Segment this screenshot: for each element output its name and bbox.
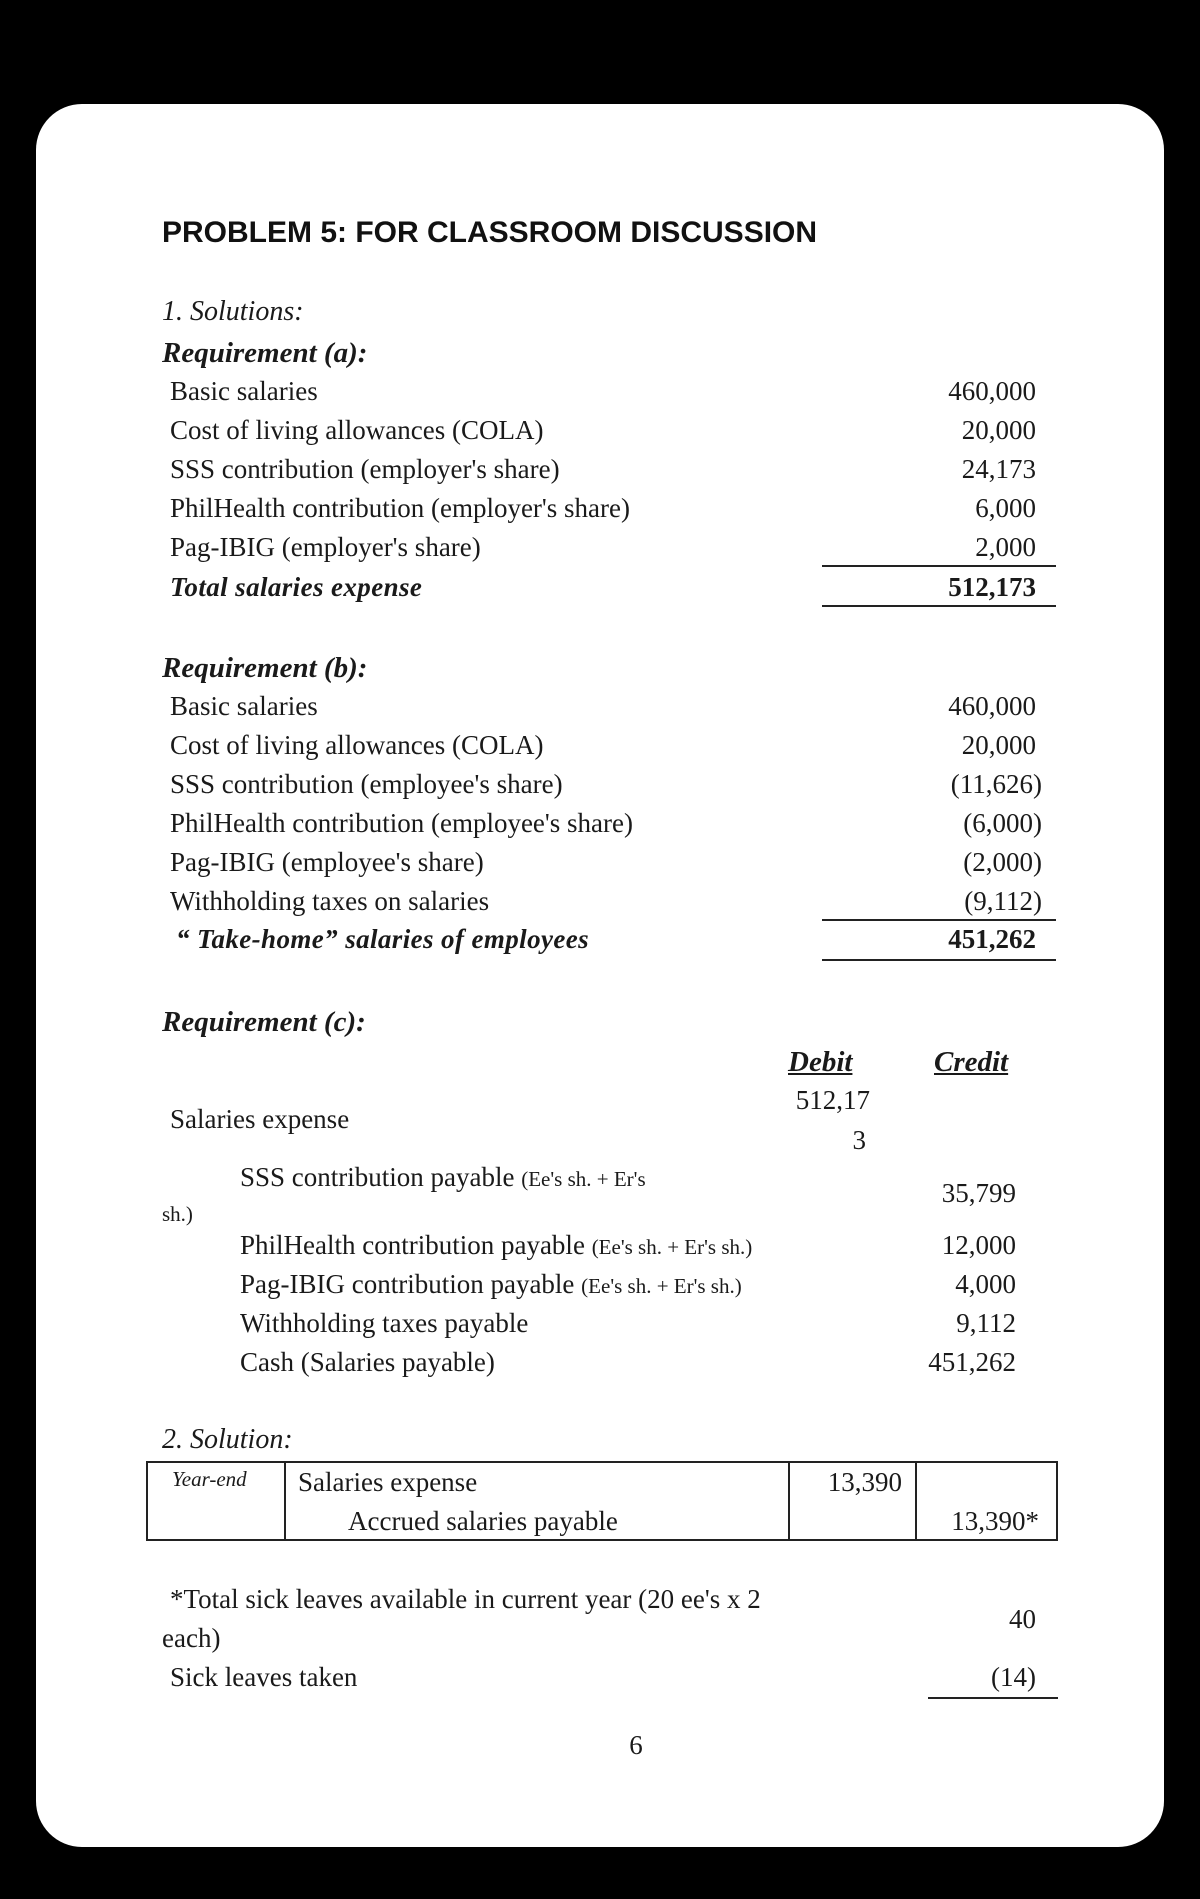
req-b-heading: Requirement (b):	[162, 652, 368, 684]
account-label: PhilHealth contribution payable	[240, 1230, 585, 1260]
req-b-row-label: Pag-IBIG (employee's share)	[170, 847, 484, 877]
req-b-row-label: SSS contribution (employee's share)	[170, 769, 563, 799]
document-page	[36, 104, 1164, 1847]
subtotal-rule	[822, 565, 1056, 567]
req-b-row-label: Basic salaries	[170, 691, 318, 721]
journal-credit-account	[240, 1162, 646, 1193]
req-a-row-value: 2,000	[975, 532, 1036, 562]
journal-credit-account: Withholding taxes payable	[240, 1308, 529, 1338]
req-b-row-label: Cost of living allowances (COLA)	[170, 730, 544, 760]
req-b-total-label: “ Take-home” salaries of employees	[176, 924, 590, 954]
req-a-row-value: 460,000	[948, 376, 1036, 406]
req-a-row-value: 24,173	[961, 454, 1036, 484]
req-a-total-value: 512,173	[948, 572, 1036, 602]
subtotal-rule	[822, 919, 1056, 921]
journal-credit-value: 4,000	[955, 1269, 1016, 1299]
footnote-line: *Total sick leaves available in current year (20 ee's x 2	[170, 1584, 761, 1614]
account-note-continued: sh.)	[162, 1202, 193, 1226]
entry-credit-account: Accrued salaries payable	[348, 1506, 618, 1536]
req-b-row-value: (9,112)	[964, 886, 1042, 916]
entry-debit-account: Salaries expense	[298, 1467, 478, 1497]
journal-entry-table	[146, 1461, 1058, 1541]
req-a-total-label: Total salaries expense	[170, 572, 423, 602]
req-b-row-label: Withholding taxes on salaries	[170, 886, 490, 916]
entry-date: Year-end	[172, 1467, 247, 1491]
req-a-row-label: Cost of living allowances (COLA)	[170, 415, 544, 445]
total-rule	[822, 605, 1056, 607]
journal-credit-account	[240, 1230, 752, 1261]
journal-debit-account: Salaries expense	[170, 1104, 350, 1134]
req-c-heading: Requirement (c):	[162, 1006, 366, 1038]
journal-credit-value: 9,112	[956, 1308, 1016, 1338]
footnote-line: each)	[162, 1623, 221, 1653]
req-b-row-value: 20,000	[961, 730, 1036, 760]
req-a-heading: Requirement (a):	[162, 337, 368, 369]
req-a-row-value: 6,000	[975, 493, 1036, 523]
req-b-row-value: (6,000)	[963, 808, 1042, 838]
page-title: PROBLEM 5: FOR CLASSROOM DISCUSSION	[162, 216, 818, 249]
account-note: (Ee's sh. + Er's sh.)	[591, 1235, 753, 1259]
account-label: Pag-IBIG contribution payable	[240, 1269, 575, 1299]
journal-debit-value: 512,17	[795, 1085, 870, 1115]
journal-credit-account: Cash (Salaries payable)	[240, 1347, 495, 1377]
footnote-value: (14)	[991, 1662, 1036, 1692]
req-b-total-value: 451,262	[948, 924, 1036, 954]
journal-credit-value: 12,000	[941, 1230, 1016, 1260]
total-rule	[822, 959, 1056, 961]
entry-credit-value: 13,390*	[951, 1506, 1039, 1536]
account-label: SSS contribution payable	[240, 1162, 515, 1192]
solutions-label: 1. Solutions:	[162, 296, 304, 327]
journal-debit-value-wrap: 3	[852, 1125, 866, 1155]
req-a-row-label: Basic salaries	[170, 376, 318, 406]
req-b-row-value: (2,000)	[963, 847, 1042, 877]
account-note: (Ee's sh. + Er's	[521, 1167, 646, 1191]
footnote-line: Sick leaves taken	[170, 1662, 358, 1692]
req-b-row-value: (11,626)	[950, 769, 1042, 799]
entry-debit-value: 13,390	[827, 1467, 902, 1497]
debit-column-header: Debit	[788, 1046, 853, 1078]
req-a-row-value: 20,000	[961, 415, 1036, 445]
req-a-row-label: Pag-IBIG (employer's share)	[170, 532, 481, 562]
journal-credit-value: 35,799	[941, 1178, 1016, 1208]
req-a-row-label: PhilHealth contribution (employer's share)	[170, 493, 631, 523]
journal-credit-value: 451,262	[928, 1347, 1016, 1377]
solution-2-label: 2. Solution:	[162, 1424, 293, 1455]
footnote-value: 40	[1009, 1604, 1036, 1634]
credit-column-header: Credit	[934, 1046, 1009, 1078]
subtotal-rule	[928, 1697, 1058, 1699]
page-number: 6	[629, 1730, 643, 1760]
req-b-row-value: 460,000	[948, 691, 1036, 721]
journal-credit-account	[240, 1269, 742, 1300]
account-note: (Ee's sh. + Er's sh.)	[581, 1274, 742, 1298]
req-b-row-label: PhilHealth contribution (employee's share)	[170, 808, 633, 838]
req-a-row-label: SSS contribution (employer's share)	[170, 454, 560, 484]
column-divider	[284, 1463, 286, 1539]
